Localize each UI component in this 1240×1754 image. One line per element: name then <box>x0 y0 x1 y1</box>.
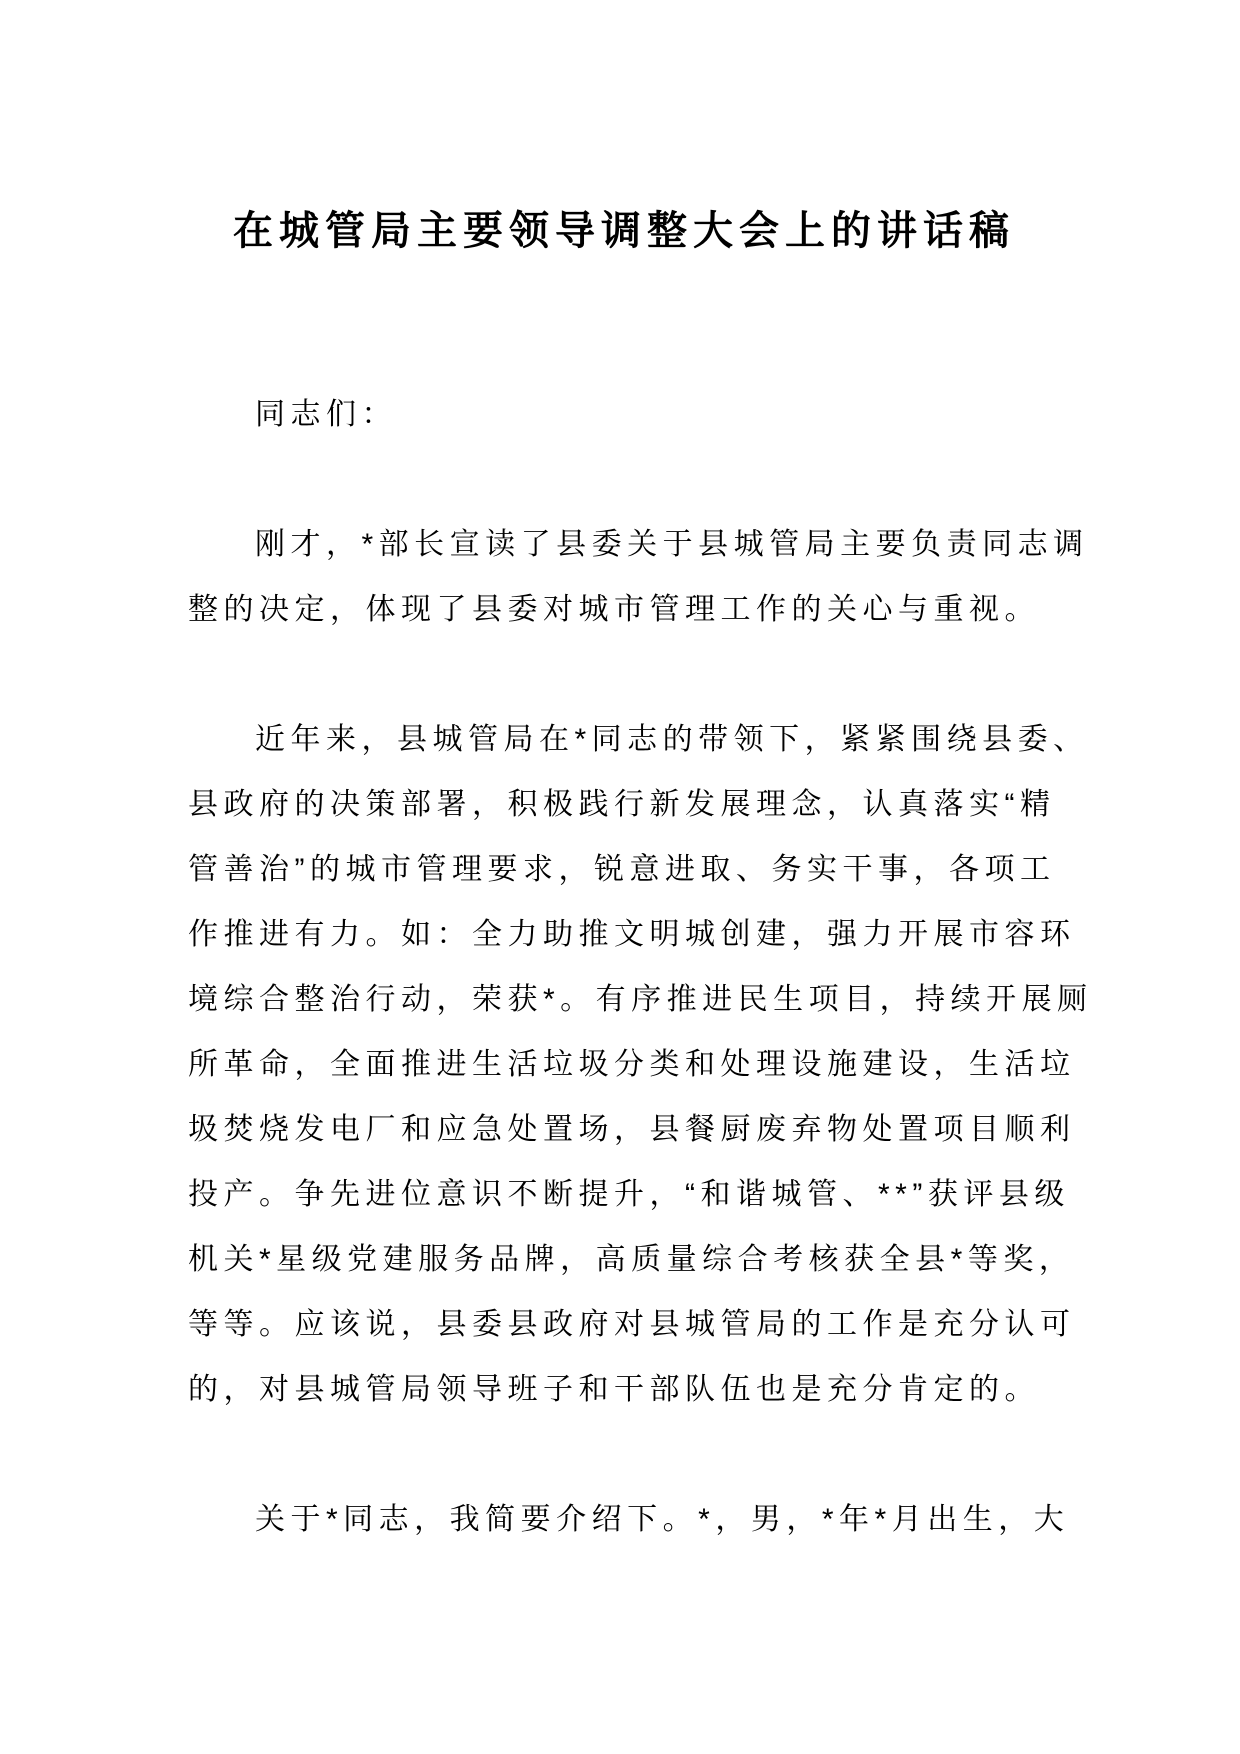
document-body <box>188 382 1093 1552</box>
text-line: 等等。应该说，县委县政府对县城管局的工作是充分认可 <box>188 1308 1076 1341</box>
text-line: 县政府的决策部署，积极践行新发展理念，认真落实“精 <box>188 788 1056 821</box>
text-line: 投产。争先进位意识不断提升，“和谐城管、**”获评县级 <box>188 1178 1070 1211</box>
text-line: 同志们： <box>255 398 397 431</box>
paragraph <box>188 382 1060 447</box>
text-line: 关于*同志，我简要介绍下。*，男，*年*月出生，大 <box>255 1503 1070 1536</box>
text-line: 机关*星级党建服务品牌，高质量综合考核获全县*等奖， <box>188 1243 1075 1276</box>
text-line: 整的决定，体现了县委对城市管理工作的关心与重视。 <box>188 593 1040 626</box>
text-line: 刚才，*部长宣读了县委关于县城管局主要负责同志调 <box>255 528 1089 561</box>
paragraph <box>188 1487 1070 1552</box>
document-title: 在城管局主要领导调整大会上的讲话稿 <box>233 209 1015 253</box>
text-line: 所革命，全面推进生活垃圾分类和处理设施建设，生活垃 <box>188 1048 1076 1081</box>
paragraph <box>188 512 1089 642</box>
text-line: 圾焚烧发电厂和应急处置场，县餐厨废弃物处置项目顺利 <box>188 1113 1076 1146</box>
text-line: 近年来，县城管局在*同志的带领下，紧紧围绕县委、 <box>255 723 1089 756</box>
text-line: 作推进有力。如：全力助推文明城创建，强力开展市容环 <box>188 918 1076 951</box>
paragraph <box>188 707 1093 1422</box>
text-line: 境综合整治行动，荣获*。有序推进民生项目，持续开展厕 <box>188 983 1093 1016</box>
text-line: 管善治”的城市管理要求，锐意进取、务实干事，各项工 <box>188 853 1056 886</box>
text-line: 的，对县城管局领导班子和干部队伍也是充分肯定的。 <box>188 1373 1040 1406</box>
